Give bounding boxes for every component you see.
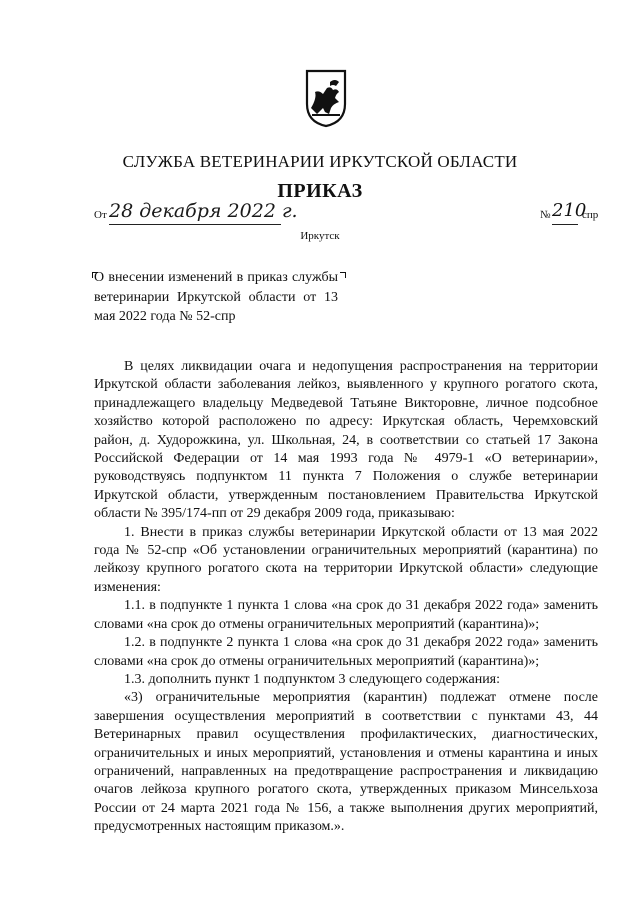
- subject-corner-right: [340, 272, 346, 278]
- number-field: [540, 200, 610, 228]
- subject-block: О внесении изменений в приказ службы ветеринарии Иркутской области от 13 мая 2022 года № 52-спр: [94, 270, 338, 324]
- body-paragraph: 1. Внести в приказ службы ветеринарии Иркутской области от 13 мая 2022 года № 52-спр «Об установлении ограничительных мероприятий (карантина) по лейкозу крупного рогатого скота на территории Иркутской области» следующие изменения:: [94, 524, 598, 595]
- date-field: [94, 200, 298, 228]
- number-prefix: №: [540, 209, 551, 221]
- body-paragraph: «3) ограничительные мероприятия (карантин) подлежат отмене после завершения осуществления мероприятий в соответствии с пунктами 43, 44 Ветеринарных правил осуществления профилактических, диагностических, ограничительных и иных мероприятий, установления и отмены карантина и иных ограничений, направленных на предотвращение распространения и ликвидацию очагов лейкоза крупного рогатого скота, утвержденных приказом Минсельхоза России от 24 марта 2021 года № 156, а также выполнения других мероприятий, предусмотренных настоящим приказом.».: [94, 690, 598, 835]
- body-paragraph: 1.1. в подпункте 1 пункта 1 слова «на срок до 31 декабря 2022 года» заменить словами «на срок до отмены ограничительных мероприятий (карантина)»;: [94, 598, 598, 632]
- body-paragraph: 1.3. дополнить пункт 1 подпунктом 3 следующего содержания:: [124, 671, 501, 687]
- document-type: ПРИКАЗ: [277, 180, 363, 202]
- body-paragraph: 1.2. в подпункте 2 пункта 1 слова «на срок до 31 декабря 2022 года» заменить словами «на срок до отмены ограничительных мероприятий (карантина)»;: [94, 635, 598, 669]
- number-suffix: спр: [582, 209, 599, 221]
- date-prefix: От: [94, 209, 107, 221]
- document-body: [94, 358, 598, 837]
- body-paragraph: В целях ликвидации очага и недопущения распространения на территории Иркутской области заболевания лейкоз, выявленного у крупного рогатого скота, принадлежащего владельцу Медведевой Татьяне Викторовне, личное подсобное хозяйство которой расположено по адресу: Иркутская область, Черемховский район, д. Худорожкина, ул. Школьная, 24, в соответствии со статьей 17 Закона Российской Федерации от 14 мая 1993 года № 4979-1 «О ветеринарии», руководствуясь подпунктом 11 пункта 7 Положения о службе ветеринарии Иркутской области, утвержденным постановлением Правительства Иркутской области № 395/174-пп от 29 декабря 2009 года, приказываю:: [94, 359, 598, 522]
- coat-of-arms-icon: [303, 68, 349, 128]
- agency-name: СЛУЖБА ВЕТЕРИНАРИИ ИРКУТСКОЙ ОБЛАСТИ: [122, 152, 518, 171]
- handwritten-number: 210: [552, 198, 578, 225]
- city: Иркутск: [300, 230, 340, 242]
- handwritten-date: 28 декабря 2022 г.: [109, 198, 281, 225]
